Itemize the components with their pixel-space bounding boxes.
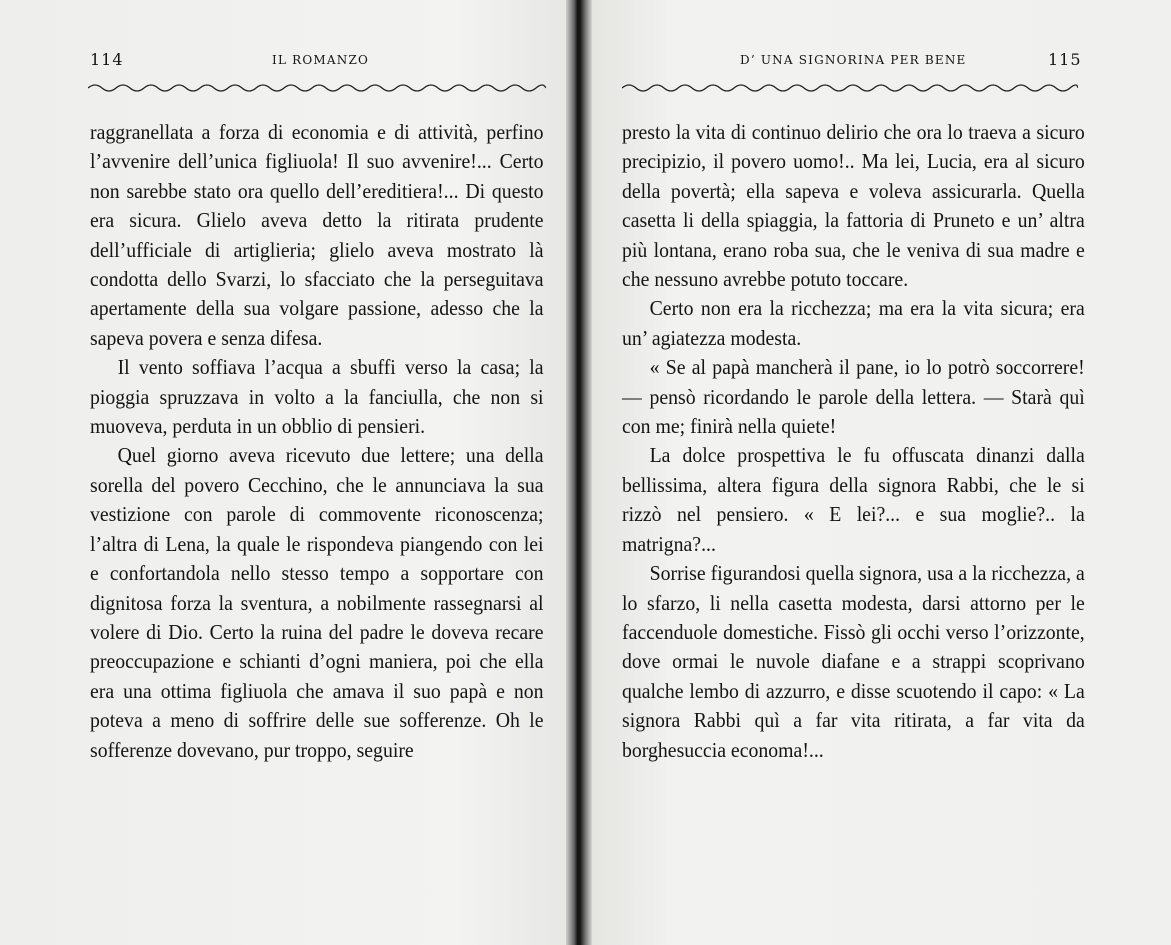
- right-header: [588, 50, 1171, 72]
- left-body-text: [90, 118, 544, 765]
- left-paragraph-3: Quel giorno aveva ricevuto due lettere; una della sorella del povero Cecchino, che le annunciava la sua vestizione con parole di commovente riconoscenza; l’altra di Lena, la quale le rispondeva piangendo con lei e confortandola nello stesso tempo a sopportare con dignitosa forza la sventura, a nobilmente rassegnarsi al volere di Dio. Certo la ruina del padre le doveva recare preoccupazione e schianti d’ogni maniera, poi che ella era una ottima figliuola che amava il suo papà e non poteva a meno di soffrire delle sue sofferenze. Oh le sofferenze dovevano, pur troppo, seguire: [90, 443, 544, 762]
- left-wavy-rule: [88, 82, 546, 94]
- right-paragraph-4: La dolce prospettiva le fu offuscata dinanzi dalla bellissima, altera figura della signora Rabbi, che le si rizzò nel pensiero. « E lei?... e sua moglie?.. la matrigna?...: [622, 443, 1085, 556]
- left-page-number: 114: [90, 50, 124, 69]
- right-paragraph-2: Certo non era la ricchezza; ma era la vita sicura; era un’ agiatezza modesta.: [622, 296, 1085, 350]
- right-paragraph-5: Sorrise figurandosi quella signora, usa a la ricchezza, a lo sfarzo, li nella casetta modesta, darsi attorno per le faccenduole domestiche. Fissò gli occhi verso l’orizzonte, dove ormai le nuvole diafane e a strappi scoprivano qualche lembo di azzurro, e disse scuotendo il capo: « La signora Rabbi quì a far vita ritirata, a far vita da borghesuccia economa!...: [622, 561, 1085, 762]
- left-header: [0, 50, 572, 72]
- right-paragraph-1: presto la vita di continuo delirio che ora lo traeva a sicuro precipizio, il povero uomo!.. Ma lei, Lucia, era al sicuro della povertà; ella sapeva e voleva assicurarla. Quella casetta li della spiaggia, la fattoria di Pruneto e un’ altra più lontana, erano roba sua, che le veniva di sua madre e che nessuno avrebbe potuto toccare.: [622, 120, 1085, 292]
- right-page-number: 115: [1048, 50, 1082, 69]
- left-running-head: IL ROMANZO: [272, 53, 370, 67]
- book-gutter: [566, 0, 592, 945]
- right-paragraph-3: « Se al papà mancherà il pane, io lo potrò soccorrere! — pensò ricordando le parole della lettera. — Starà quì con me; finirà nella quiete!: [622, 355, 1085, 439]
- right-running-head: D’ UNA SIGNORINA PER BENE: [740, 53, 967, 67]
- left-paragraph-1: raggranellata a forza di economia e di attività, perfino l’avvenire dell’unica figliuola! Il suo avvenire!... Certo non sarebbe stato ora quello dell’ereditiera!... Di questo era sicura. Glielo aveva detto la ritirata prudente dell’ufficiale di artiglieria; glielo aveva mostrato là condotta dello Svarzi, lo sfacciato che la perseguitava apertamente della sua volgare passione, adesso che la sapeva povera e senza difesa.: [90, 120, 544, 350]
- right-body-text: [622, 118, 1085, 765]
- left-paragraph-2: Il vento soffiava l’acqua a sbuffi verso la casa; la pioggia spruzzava in volto a la fanciulla, che non si muoveva, perduta in un obblio di pensieri.: [90, 355, 544, 439]
- right-wavy-rule: [622, 82, 1078, 94]
